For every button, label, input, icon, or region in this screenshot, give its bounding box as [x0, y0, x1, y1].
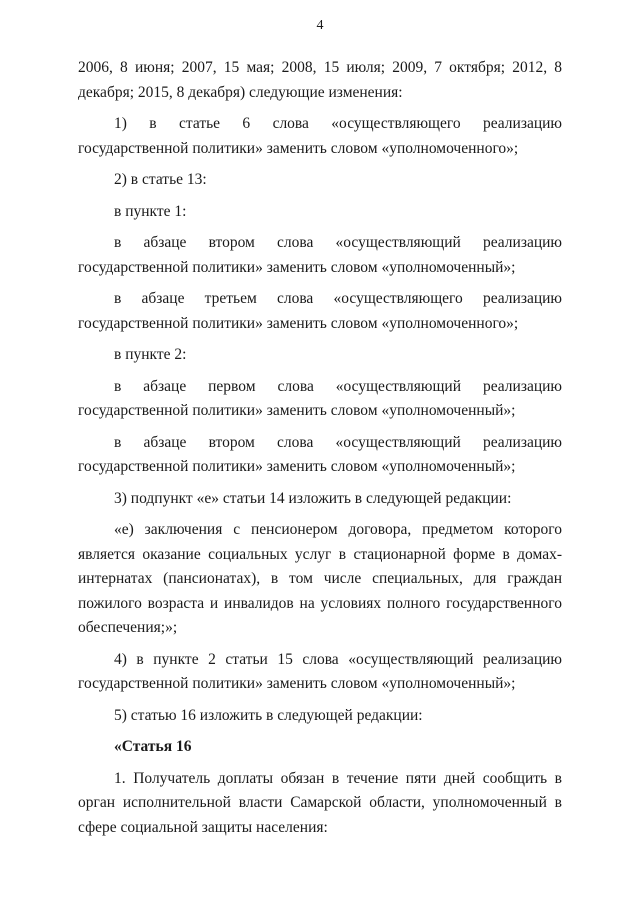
- paragraph-clause-1-abzac-2: в абзаце втором слова «осуществляющий реализацию государственной политики» заменить словом «уполномоченный»;: [78, 234, 562, 276]
- paragraph-item-4: 4) в пункте 2 статьи 15 слова «осуществляющий реализацию государственной политики» заменить словом «уполномоченный»;: [78, 650, 562, 692]
- paragraph-clause-2-abzac-1: в абзаце первом слова «осуществляющий реализацию государственной политики» заменить словом «уполномоченный»;: [78, 377, 562, 419]
- paragraph-article-16-point-1: 1. Получатель доплаты обязан в течение пяти дней сообщить в орган исполнительной власти Самарской области, уполномоченный в сфере социальной защиты населения:: [78, 769, 562, 836]
- paragraph-clause-2: в пункте 2:: [114, 346, 187, 363]
- paragraph-item-2: 2) в статье 13:: [114, 171, 207, 188]
- paragraph-item-5: 5) статью 16 изложить в следующей редакции:: [114, 706, 423, 724]
- paragraph-clause-1-abzac-3: в абзаце третьем слова «осуществляющего реализацию государственной политики» заменить словом «уполномоченного»;: [78, 290, 562, 332]
- paragraph-clause-1: в пункте 1:: [114, 202, 187, 220]
- page-number: 4: [316, 18, 324, 33]
- paragraph-item-1: 1) в статье 6 слова «осуществляющего реализацию государственной политики» заменить словом «уполномоченного»;: [78, 115, 562, 157]
- paragraph-clause-2-abzac-2: в абзаце втором слова «осуществляющий реализацию государственной политики» заменить словом «уполномоченный»;: [78, 433, 562, 475]
- paragraph-item-3: 3) подпункт «е» статьи 14 изложить в следующей редакции:: [114, 489, 512, 507]
- article-heading: «Статья 16: [114, 738, 192, 755]
- paragraph-subitem-e: «е) заключения с пенсионером договора, предметом которого является оказание социальных услуг в стационарной форме в домах-интернатах (пансионатах), в том числе специальных, для граждан пожилого возраста и инвалидов на условиях полного государственного обеспечения;»;: [78, 521, 562, 636]
- document-body: [78, 56, 562, 847]
- paragraph-intro-continuation: 2006, 8 июня; 2007, 15 мая; 2008, 15 июля; 2009, 7 октября; 2012, 8 декабря; 2015, 8 декабря) следующие изменения:: [78, 59, 562, 101]
